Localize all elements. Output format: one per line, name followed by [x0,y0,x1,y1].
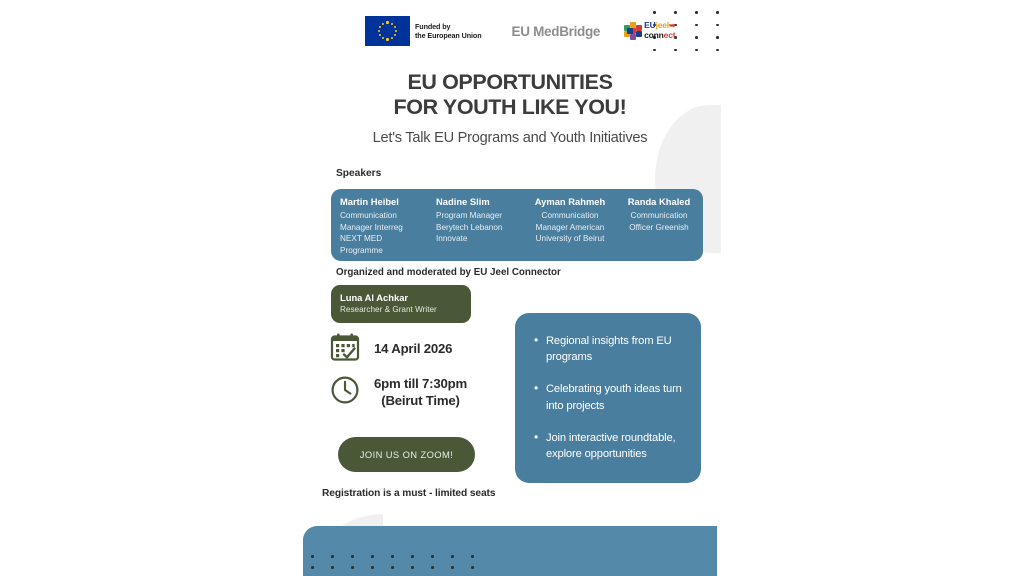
decorative-dot [471,566,474,569]
decorative-dot [451,555,454,558]
speaker-item [427,189,521,261]
eu-flag-star [391,23,393,25]
decorative-dot [351,555,354,558]
decorative-dot [431,555,434,558]
eu-flag-star [394,26,396,28]
decorative-dot [411,566,414,569]
highlights-panel [515,313,701,483]
decorative-dot [431,566,434,569]
organizer-role: Researcher & Grant Writer [340,305,437,315]
medbridge-logo: EU MedBridge [511,23,601,39]
speaker-role: Communication Officer Greenish [629,210,689,232]
eu-flag-icon [365,16,410,46]
event-time-row [330,375,467,410]
decorative-dot [471,555,474,558]
speaker-name: Nadine Slim [436,196,490,207]
list-item: • Celebrating youth ideas turn into projects [546,381,685,413]
jeel-swoosh-icon: ➥ [668,21,676,31]
page-title-line1: EU OPPORTUNITIES [407,70,613,94]
decorative-dot [331,555,334,558]
eu-funding-label [415,22,481,40]
decorative-dot [331,566,334,569]
event-time-text [374,376,467,410]
jeel-flower-petal [627,28,633,34]
decorative-dot [371,555,374,558]
eu-flag-star [382,37,384,39]
decorative-dot [451,566,454,569]
speaker-role: Communication Manager American University of Beirut [535,210,605,244]
eu-funding-logo [365,16,481,46]
jeel-flower-icon [624,22,642,40]
decorative-dot [391,566,394,569]
decorative-dot [411,555,414,558]
page-title [303,70,717,120]
list-item: • Join interactive roundtable, explore opportunities [546,430,685,462]
eu-flag-star [379,34,381,36]
eu-flag-star [386,38,388,40]
eu-flag-star [395,30,397,32]
page-title-line2: FOR YOUTH LIKE YOU! [393,94,627,119]
list-item: • Regional insights from EU programs [546,333,685,365]
speaker-item [331,189,427,261]
eu-flag-star [391,37,393,39]
calendar-icon [330,332,360,367]
jeel-connect-wordmark [644,21,675,41]
eu-flag-star [386,21,388,23]
decorative-dot [391,555,394,558]
clock-icon [330,375,360,410]
eu-flag-star [378,30,380,32]
jeel-ect-text: ect [663,30,676,40]
speaker-item [521,189,619,261]
logo-row [303,8,717,54]
organizer-section-label: Organized and moderated by EU Jeel Connector [336,267,561,278]
decorative-dot [371,566,374,569]
highlights-list [533,333,685,462]
speaker-name: Martin Heibel [340,196,399,207]
speaker-item [619,189,703,261]
speaker-name: Randa Khaled [627,196,691,207]
speaker-name: Ayman Rahmeh [534,196,606,207]
eu-flag-star [382,23,384,25]
eu-flag-star [394,34,396,36]
decorative-dot [351,566,354,569]
page-subtitle: Let's Talk EU Programs and Youth Initiatives [372,130,648,146]
speaker-role: Program Manager Berytech Lebanon Innovate [436,210,503,244]
jeel-connect-logo [624,21,675,41]
eu-flag-star [379,26,381,28]
speakers-card [331,189,703,261]
dot-grid-bottom-left [311,555,491,576]
speakers-section-label: Speakers [336,168,382,179]
registration-note: Registration is a must - limited seats [322,488,496,499]
jeel-flower-petal [636,31,642,37]
organizer-name: Luna Al Achkar [340,292,409,303]
decorative-dot [311,566,314,569]
join-zoom-button[interactable]: JOIN US ON ZOOM! [338,437,475,472]
event-time-line1: 6pm till 7:30pm [374,375,468,391]
jeel-eu-text: EU [644,20,656,31]
event-time-line2: (Beirut Time) [381,392,460,408]
speaker-role: Communication Manager Interreg NEXT MED Programme [340,210,403,256]
decorative-dot [311,555,314,558]
organizer-card [331,285,471,323]
jeel-jeel-text: jeel [655,20,669,31]
event-date-row [330,332,452,367]
jeel-flower-petal [630,34,636,40]
eu-funding-line2: the European Union [415,31,482,40]
eu-funding-line1: Funded by [415,22,451,31]
jeel-conn-text: conn [644,30,664,40]
event-date-text: 14 April 2026 [374,341,453,357]
